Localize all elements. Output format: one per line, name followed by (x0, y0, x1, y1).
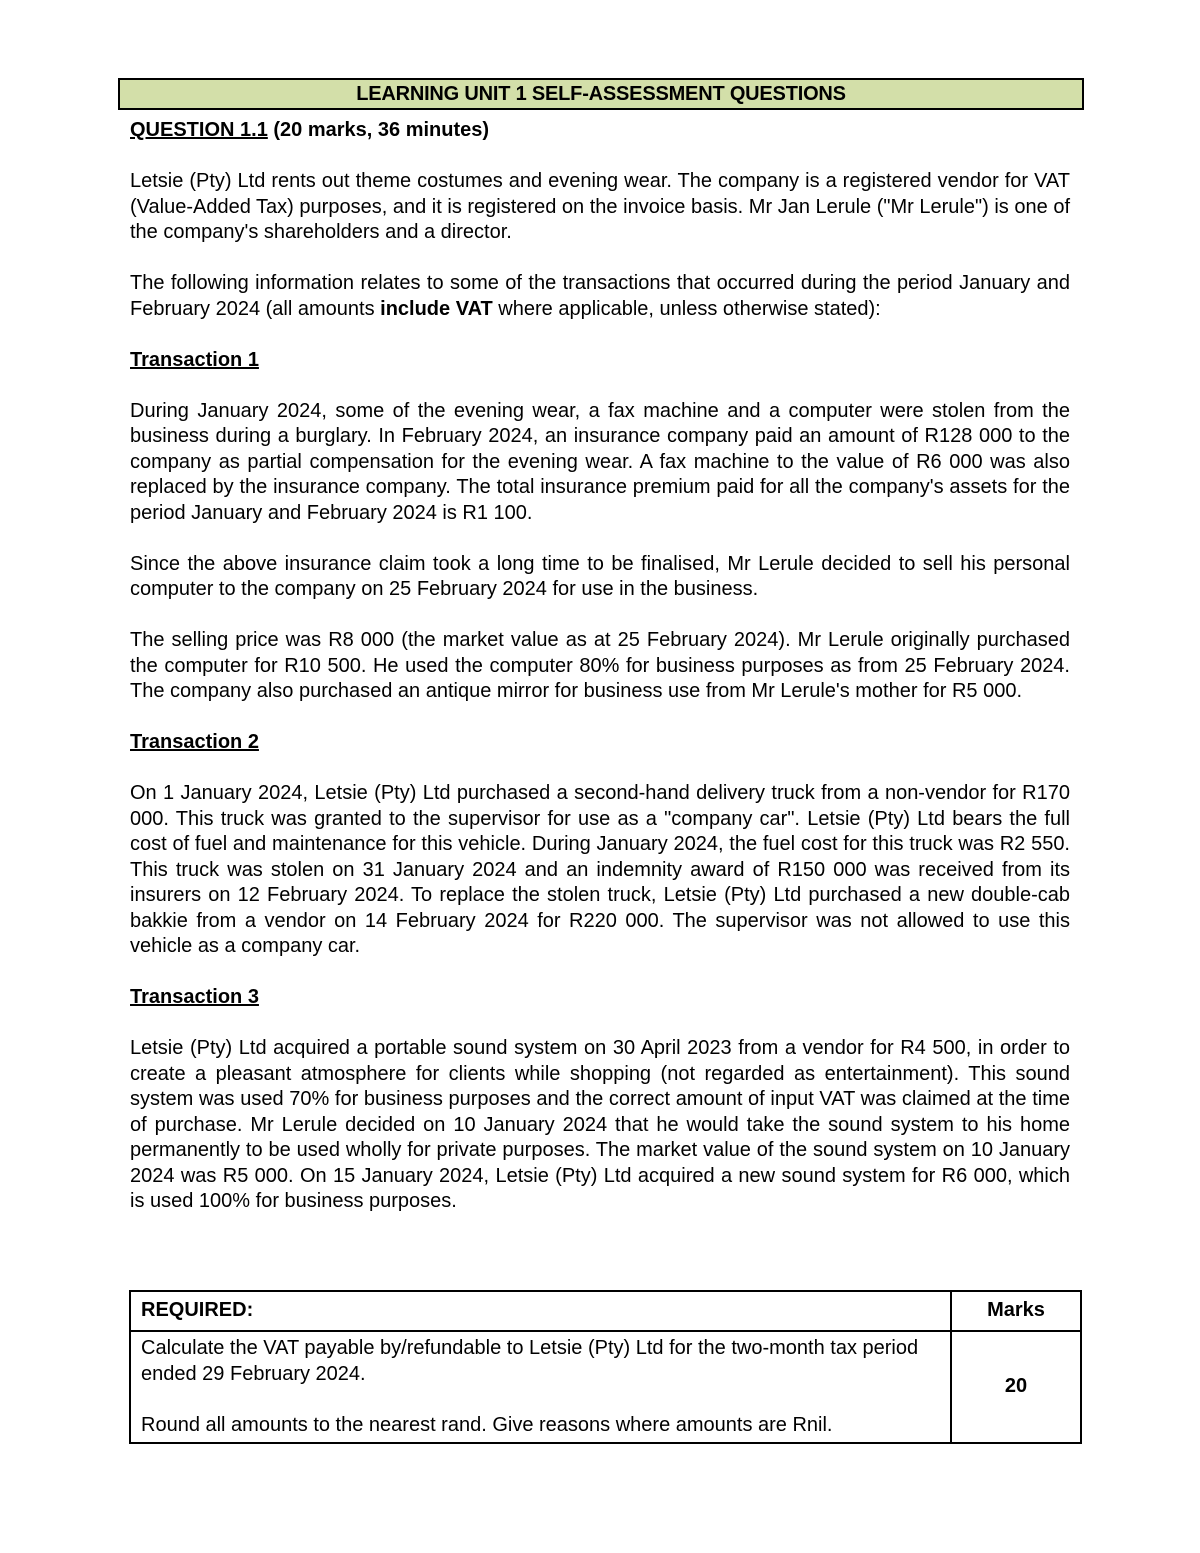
marks-header: Marks (951, 1291, 1081, 1331)
transaction-3-heading: Transaction 3 (130, 986, 259, 1008)
question-details: (20 marks, 36 minutes) (273, 119, 490, 141)
unit-banner (118, 78, 1084, 110)
required-instruction-2: Round all amounts to the nearest rand. Give reasons where amounts are Rnil. (141, 1413, 833, 1436)
instruction-spacer (141, 1387, 940, 1413)
transaction-1-paragraph-3: The selling price was R8 000 (the market value as at 25 February 2024). Mr Lerule originally purchased the computer for R10 500. He used the computer 80% for business purposes as from 25 February 2024. The company also purchased an antique mirror for business use from Mr Lerule's mother for R5 000. (130, 629, 1070, 702)
required-table-header-row (130, 1291, 1081, 1331)
banner-title: LEARNING UNIT 1 SELF-ASSESSMENT QUESTIONS (356, 82, 846, 105)
intro-p2-bold: include VAT (380, 297, 493, 320)
question-number: QUESTION 1.1 (130, 119, 268, 141)
question-title (130, 118, 1070, 144)
required-table-body-row (130, 1331, 1081, 1443)
required-header: REQUIRED: (130, 1291, 951, 1331)
transaction-2-heading: Transaction 2 (130, 731, 259, 753)
intro-paragraph-1: Letsie (Pty) Ltd rents out theme costumes and evening wear. The company is a registered vendor for VAT (Value-Added Tax) purposes, and it is registered on the invoice basis. Mr Jan Lerule ("Mr Lerule") is one of the company's shareholders and a director. (130, 170, 1070, 243)
intro-paragraph-2 (130, 271, 1070, 322)
required-instruction-1: Calculate the VAT payable by/refundable to Letsie (Pty) Ltd for the two-month tax period ended 29 February 2024. (141, 1337, 919, 1385)
required-instructions (130, 1331, 951, 1443)
intro-p2-after: where applicable, unless otherwise stated): (492, 297, 881, 320)
transaction-2-paragraph-1: On 1 January 2024, Letsie (Pty) Ltd purchased a second-hand delivery truck from a non-vendor for R170 000. This truck was granted to the supervisor for use as a "company car". Letsie (Pty) Ltd bears the full cost of fuel and maintenance for this vehicle. During January 2024, the fuel cost for this truck was R2 550. This truck was stolen on 31 January 2024 and an indemnity award of R150 000 was received from its insurers on 12 February 2024. To replace the stolen truck, Letsie (Pty) Ltd purchased a new double-cab bakkie from a vendor on 14 February 2024 for R220 000. The supervisor was not allowed to use this vehicle as a company car. (130, 782, 1070, 957)
marks-value: 20 (951, 1331, 1081, 1443)
question-content (130, 118, 1070, 1240)
intro-p2-before: The following information relates to some of the transactions that occurred during the period January and February 2024 (all amounts (130, 272, 1070, 320)
transaction-3-paragraph-1: Letsie (Pty) Ltd acquired a portable sound system on 30 April 2023 from a vendor for R4 500, in order to create a pleasant atmosphere for clients while shopping (not regarded as entertainment). This sound system was used 70% for business purposes and the correct amount of input VAT was claimed at the time of purchase. Mr Lerule decided on 10 January 2024 that he would take the sound system to his home permanently to be used wholly for private purposes. The market value of the sound system on 10 January 2024 was R5 000. On 15 January 2024, Letsie (Pty) Ltd acquired a new sound system for R6 000, which is used 100% for business purposes. (130, 1037, 1070, 1212)
transaction-1-heading: Transaction 1 (130, 348, 259, 371)
transaction-1-paragraph-1: During January 2024, some of the evening wear, a fax machine and a computer were stolen from the business during a burglary. In February 2024, an insurance company paid an amount of R128 000 to the company as partial compensation for the evening wear. A fax machine to the value of R6 000 was also replaced by the insurance company. The total insurance premium paid for all the company's assets for the period January and February 2024 is R1 100. (130, 399, 1070, 524)
required-table (129, 1290, 1082, 1444)
transaction-1-paragraph-2: Since the above insurance claim took a long time to be finalised, Mr Lerule decided to sell his personal computer to the company on 25 February 2024 for use in the business. (130, 552, 1070, 600)
